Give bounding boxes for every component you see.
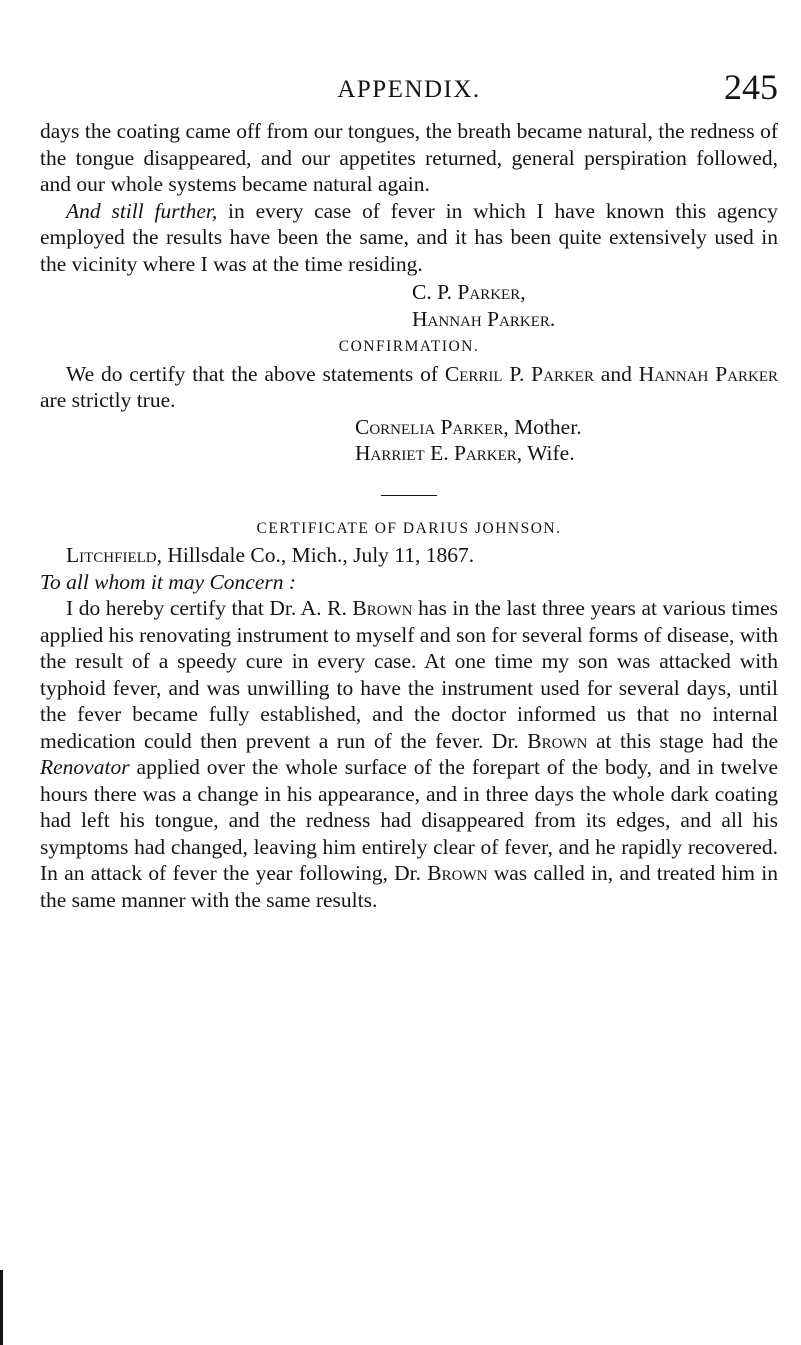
signature-wife (40, 440, 778, 467)
paragraph-further-text: in every case of fever in which I have known this agency employed the results have been the same, and it has been quite extensively used in the vicinity where I was at the time residing. (40, 198, 778, 276)
body-text (40, 118, 778, 913)
place-name: Litchfield (66, 543, 157, 567)
signature-mother (40, 414, 778, 441)
certificate-text: applied over the whole surface of the forepart of the body, and in twelve hours there was a change in his appearance, and in three days the whole dark coating had left his tongue, and the redness had disappeared from its edges, and all his symptoms had changed, leaving him entirely clear of fever, and he rapidly recovered. In an attack of fever the year following, Dr. (40, 755, 778, 885)
certificate-text: at this stage had the (587, 728, 778, 753)
confirmation-paragraph (40, 361, 778, 414)
certificate-text: has in the last three years at various times applied his renovating instrument to myself and son for several forms of disease, with the result of a speedy cure in every case. At one time my son was attacked with typhoid fever, and was unwilling to have the instrument used for several days, until the fever became fully established, and the doctor informed us that no internal medication could then prevent a run of the fever. Dr. (40, 596, 779, 753)
italic-phrase: And still further, (66, 198, 218, 223)
doctor-name: Brown (352, 596, 413, 620)
section-divider (381, 495, 437, 496)
certificate-text: was called in, and treated him in the same manner with the same results. (40, 861, 778, 912)
signer-name: Cornelia Parker (355, 414, 504, 439)
signature-hannah-parker (40, 306, 778, 333)
signature-cp-parker (40, 279, 778, 306)
certificate-text: I do hereby certify that Dr. A. R. (66, 596, 353, 620)
running-head (40, 64, 778, 114)
confirmation-text: are strictly true. (40, 388, 176, 412)
person-name: Hannah Parker (638, 361, 779, 386)
signer-role: , Wife. (516, 441, 575, 465)
salutation: To all whom it may Concern : (40, 569, 297, 594)
page-edge-mark (0, 1270, 3, 1345)
paragraph-continued: days the coating came off from our tongues, the breath became natural, the redness of the tongue disappeared, and our appetites returned, general perspiration followed, and our whole systems became natural again. (40, 119, 778, 196)
book-page (40, 0, 778, 1345)
page-number: 245 (724, 67, 778, 107)
doctor-name: Brown (527, 728, 588, 753)
confirmation-text: We do certify that the above statements of (66, 361, 445, 386)
paragraph-further (40, 198, 778, 278)
signer-role: , Mother. (503, 414, 582, 439)
running-title: APPENDIX. (337, 76, 481, 103)
confirmation-heading: CONFIRMATION. (338, 338, 480, 355)
signer-name: C. P. Parker, (412, 280, 526, 304)
dateline-text: , Hillsdale Co., Mich., July 11, 1867. (156, 543, 475, 567)
instrument-name: Renovator (40, 755, 130, 779)
certificate-heading: CERTIFICATE OF DARIUS JOHNSON. (256, 519, 562, 537)
person-name: Cerril P. Parker (444, 361, 594, 386)
doctor-name: Brown (427, 861, 488, 885)
signer-name: Harriet E. Parker (355, 441, 517, 465)
signer-name: Hannah Parker. (412, 306, 556, 331)
certificate-dateline (40, 542, 778, 569)
confirmation-text: and (593, 361, 639, 386)
certificate-body (40, 595, 778, 913)
